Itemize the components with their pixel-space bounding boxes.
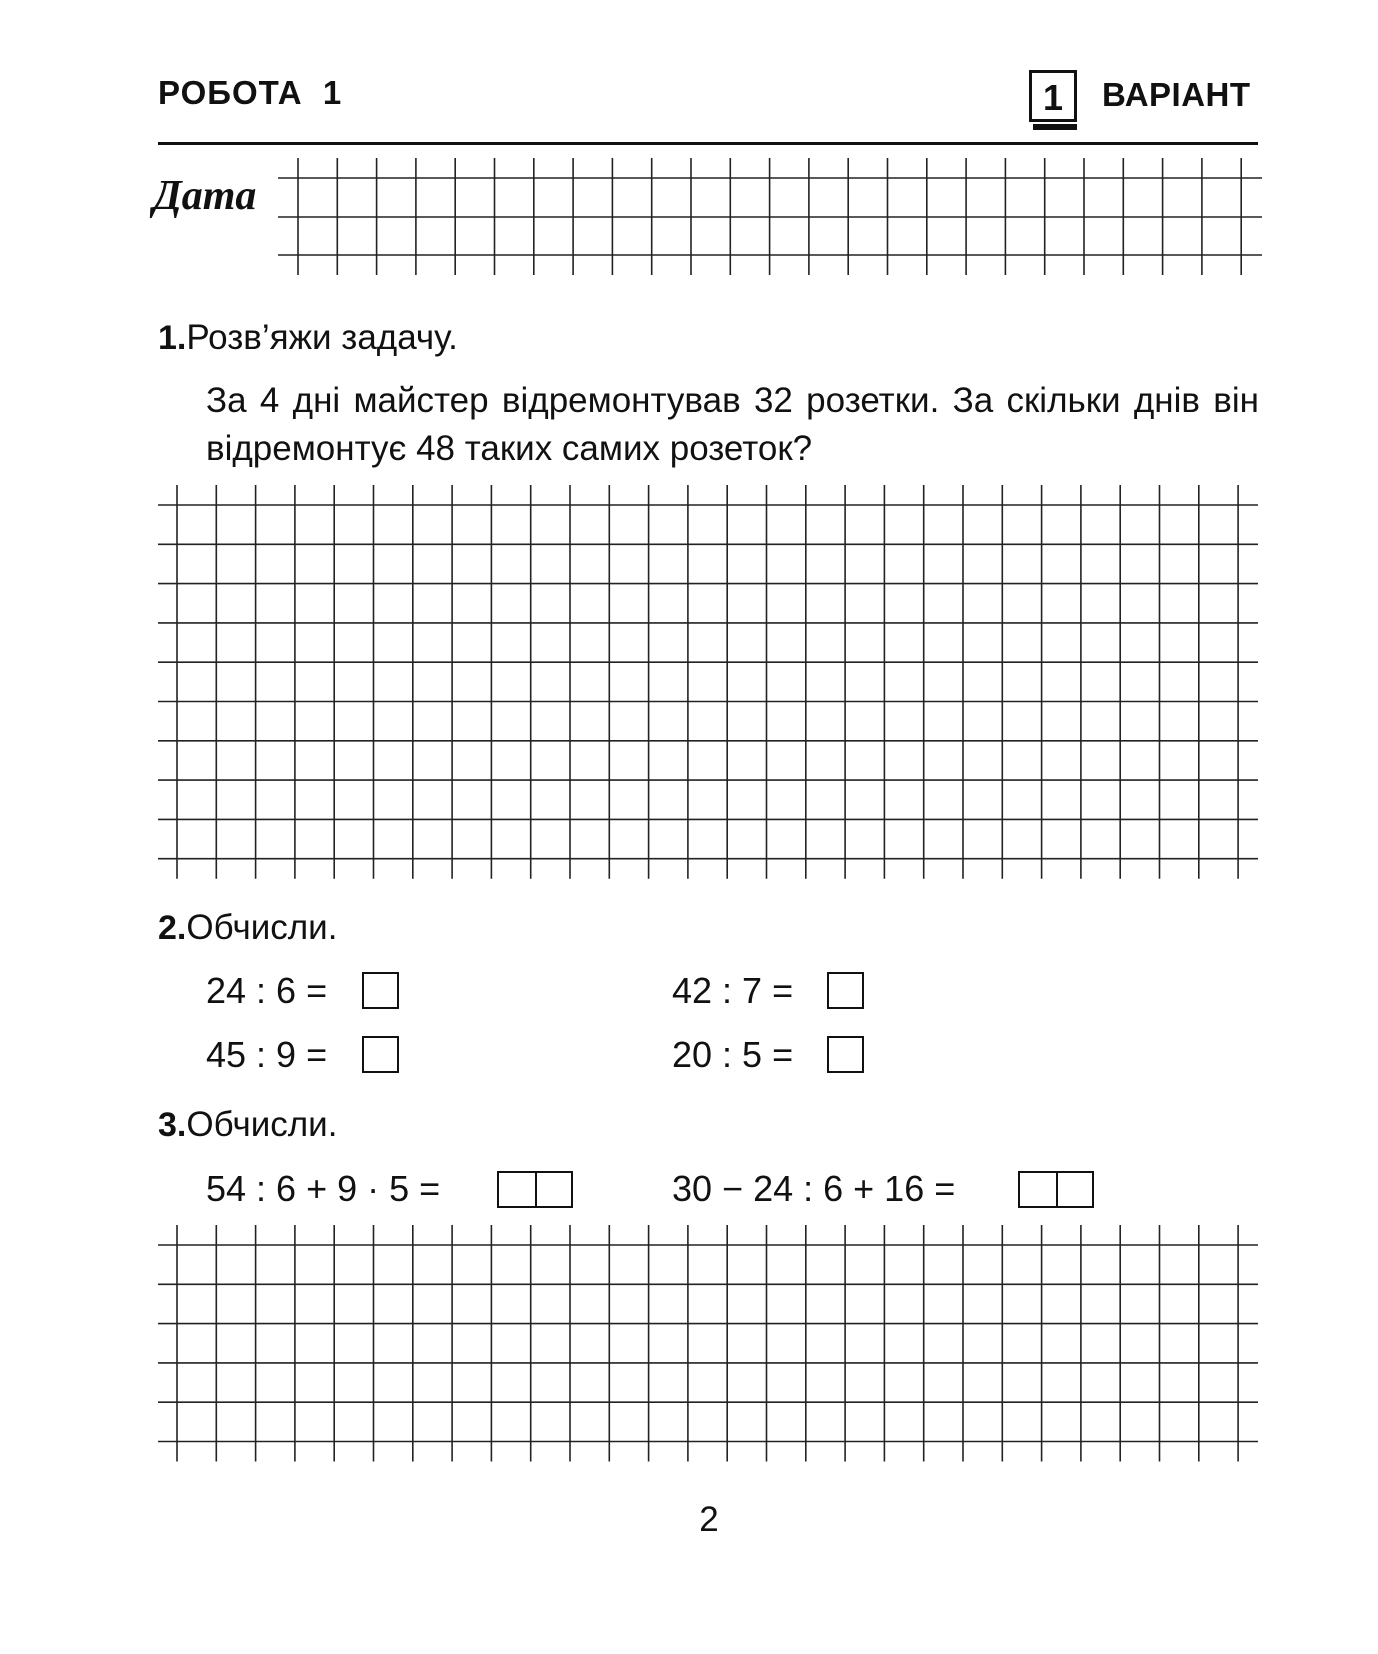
task-3-expression: 30 − 24 : 6 + 16 = [672, 1168, 956, 1209]
task-2-title: Обчисли. [186, 908, 338, 947]
answer-box[interactable] [827, 1036, 864, 1073]
task-2-expression: 24 : 6 = [206, 970, 328, 1011]
task-2-heading [158, 908, 337, 948]
task-2-expression: 42 : 7 = [672, 970, 794, 1011]
task-2-number: 2. [158, 909, 187, 947]
answer-box-two-digit[interactable] [497, 1171, 573, 1208]
answer-box[interactable] [827, 972, 864, 1009]
task-2-expression: 20 : 5 = [672, 1034, 794, 1075]
task-3-heading [158, 1105, 337, 1145]
page-number: 2 [699, 1500, 719, 1539]
answer-box-two-digit[interactable] [1018, 1171, 1094, 1208]
task-3-expression: 54 : 6 + 9 · 5 = [206, 1168, 441, 1209]
task-1-heading [158, 318, 458, 358]
task-1-title: Розв’яжи задачу. [186, 318, 458, 357]
answer-box[interactable] [362, 972, 399, 1009]
variant-label: ВАРІАНТ [1102, 76, 1251, 113]
task-3-title: Обчисли. [186, 1105, 338, 1144]
variant-number-box: 1 [1029, 70, 1077, 122]
task-3-number: 3. [158, 1106, 187, 1144]
answer-box[interactable] [362, 1036, 399, 1073]
task-1-problem-text: За 4 дні майстер відремонтував 32 розетки. За скільки днів він відремонтує 48 таких самих розеток? [206, 381, 1259, 468]
date-label: Дата [153, 173, 257, 219]
work-title: РОБОТА 1 [158, 74, 343, 111]
task-2-expression: 45 : 9 = [206, 1034, 328, 1075]
task-1-number: 1. [158, 319, 187, 357]
